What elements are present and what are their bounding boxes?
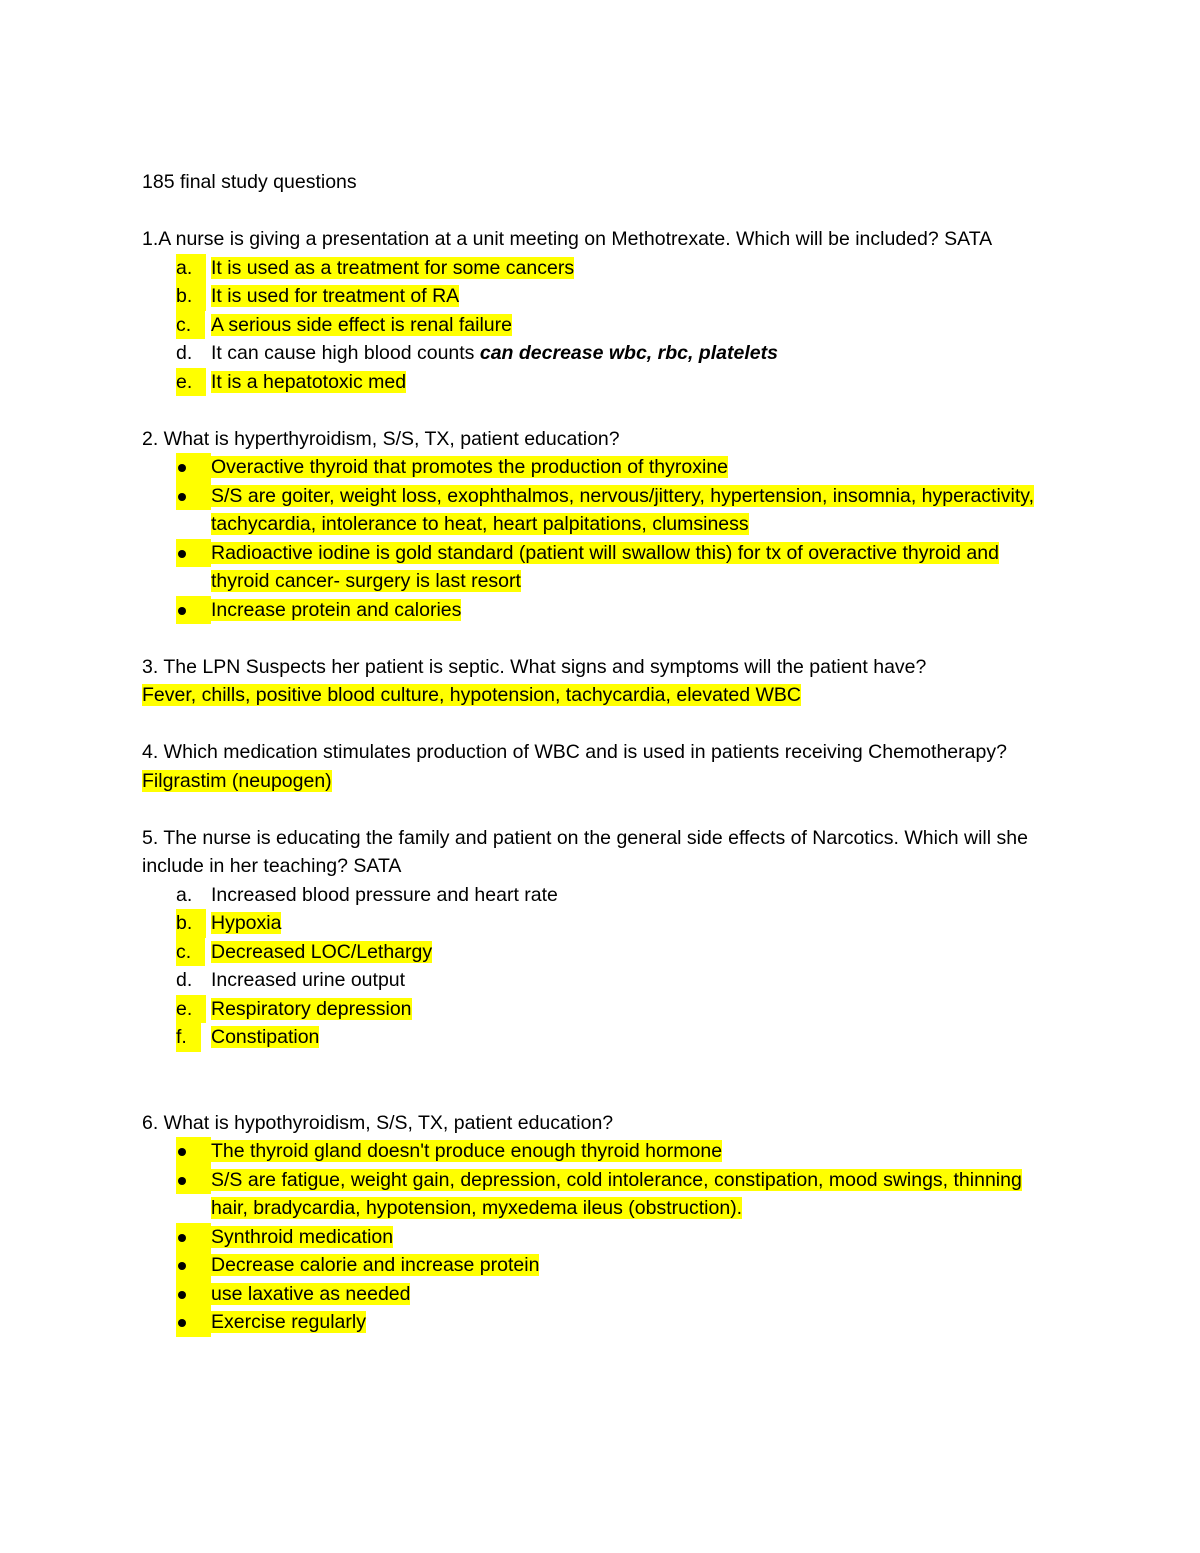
question-2-bullet xyxy=(142,596,1062,625)
bullet-icon xyxy=(176,539,211,568)
bullet-text: Exercise regularly xyxy=(211,1311,366,1333)
question-1-option-c xyxy=(142,311,1062,340)
question-5-option-d xyxy=(142,966,1062,995)
question-6-bullet xyxy=(142,1308,1062,1337)
answer-text: Filgrastim (neupogen) xyxy=(142,769,332,792)
document-body xyxy=(142,168,1062,1337)
question-6-bullet xyxy=(142,1280,1062,1309)
question-5-option-a xyxy=(142,881,1062,910)
question-1-option-a xyxy=(142,254,1062,283)
bullet-icon xyxy=(176,1308,211,1337)
question-3: 3. The LPN Suspects her patient is septic. What signs and symptoms will the patient have? xyxy=(142,655,927,678)
option-text: It is used for treatment of RA xyxy=(211,285,460,307)
question-1: 1.A nurse is giving a presentation at a unit meeting on Methotrexate. Which will be included? SATA xyxy=(142,228,993,250)
bullet-text: Synthroid medication xyxy=(211,1225,394,1248)
question-2-bullet xyxy=(142,453,1062,482)
option-text: It is a hepatotoxic med xyxy=(211,370,407,393)
question-5-option-c xyxy=(142,938,1062,967)
document-title: 185 final study questions xyxy=(142,171,357,193)
bullet-icon xyxy=(176,1137,211,1166)
question-2-bullets xyxy=(142,453,1062,624)
question-6-bullet xyxy=(142,1251,1062,1280)
question-6-bullets xyxy=(142,1137,1062,1337)
question-1-option-d xyxy=(142,339,1062,368)
question-5-option-e xyxy=(142,995,1062,1024)
bullet-icon xyxy=(176,453,211,482)
question-5-options xyxy=(142,881,1062,1052)
option-text: Hypoxia xyxy=(211,912,282,934)
option-text: Increased urine output xyxy=(211,969,406,991)
bullet-text: Increase protein and calories xyxy=(211,598,462,621)
bullet-text: use laxative as needed xyxy=(211,1282,411,1305)
question-4 xyxy=(142,738,1062,795)
question-2-bullet xyxy=(142,539,1062,596)
question-6-bullet xyxy=(142,1166,1062,1223)
option-text: Increased blood pressure and heart rate xyxy=(211,883,558,906)
question-1-option-e xyxy=(142,368,1062,397)
question-2-bullet xyxy=(142,482,1062,539)
bullet-icon xyxy=(176,1280,211,1309)
option-marker: b. xyxy=(176,282,206,311)
option-text: A serious side effect is renal failure xyxy=(211,313,512,336)
question-5: 5. The nurse is educating the family and patient on the general side effects of Narcotics. Which will she include in her teaching? SATA xyxy=(142,826,1028,877)
option-marker: d. xyxy=(176,969,193,991)
option-marker: c. xyxy=(176,938,205,967)
bullet-text: S/S are goiter, weight loss, exophthalmos, nervous/jittery, hypertension, insomnia, hyperactivity, tachycardia, intolerance to heat, heart palpitations, clumsiness xyxy=(211,484,1035,535)
answer-text: Fever, chills, positive blood culture, hypotension, tachycardia, elevated WBC xyxy=(142,684,802,706)
bullet-icon xyxy=(176,1166,211,1195)
option-marker: e. xyxy=(176,368,206,397)
bullet-icon xyxy=(176,1251,211,1280)
option-text: Respiratory depression xyxy=(211,997,412,1020)
question-6-bullet xyxy=(142,1137,1062,1166)
question-6-bullet xyxy=(142,1223,1062,1252)
option-text: It is used as a treatment for some cancers xyxy=(211,256,575,279)
bullet-icon xyxy=(176,1223,211,1252)
bullet-text: Decrease calorie and increase protein xyxy=(211,1254,540,1276)
option-marker: a. xyxy=(176,883,193,906)
question-text: 4. Which medication stimulates production of WBC and is used in patients receiving Chemotherapy? xyxy=(142,741,1007,763)
option-text: Constipation xyxy=(211,1026,320,1048)
question-1-options xyxy=(142,254,1062,397)
bullet-text: The thyroid gland doesn't produce enough thyroid hormone xyxy=(211,1140,723,1162)
question-6: 6. What is hypothyroidism, S/S, TX, patient education? xyxy=(142,1111,614,1134)
bullet-text: Overactive thyroid that promotes the production of thyroxine xyxy=(211,456,729,478)
question-3-answer xyxy=(142,681,1062,710)
option-marker: e. xyxy=(176,995,206,1024)
bullet-icon xyxy=(176,482,211,511)
option-marker: a. xyxy=(176,254,206,283)
option-note: can decrease wbc, rbc, platelets xyxy=(479,342,778,364)
question-5-option-f xyxy=(142,1023,1062,1052)
option-text: It can cause high blood counts xyxy=(211,342,475,364)
bullet-text: S/S are fatigue, weight gain, depression, cold intolerance, constipation, mood swings, thinning hair, bradycardia, hypotension, myxedema ileus (obstruction). xyxy=(211,1168,1022,1219)
option-text: Decreased LOC/Lethargy xyxy=(211,940,433,963)
option-marker: d. xyxy=(176,342,193,364)
option-marker: f. xyxy=(176,1023,201,1052)
bullet-icon xyxy=(176,596,211,625)
option-marker: b. xyxy=(176,909,206,938)
bullet-text: Radioactive iodine is gold standard (patient will swallow this) for tx of overactive thyroid and thyroid cancer- surgery is last resort xyxy=(211,541,999,592)
question-2: 2. What is hyperthyroidism, S/S, TX, patient education? xyxy=(142,427,620,450)
question-1-option-b xyxy=(142,282,1062,311)
option-marker: c. xyxy=(176,311,205,340)
question-5-option-b xyxy=(142,909,1062,938)
